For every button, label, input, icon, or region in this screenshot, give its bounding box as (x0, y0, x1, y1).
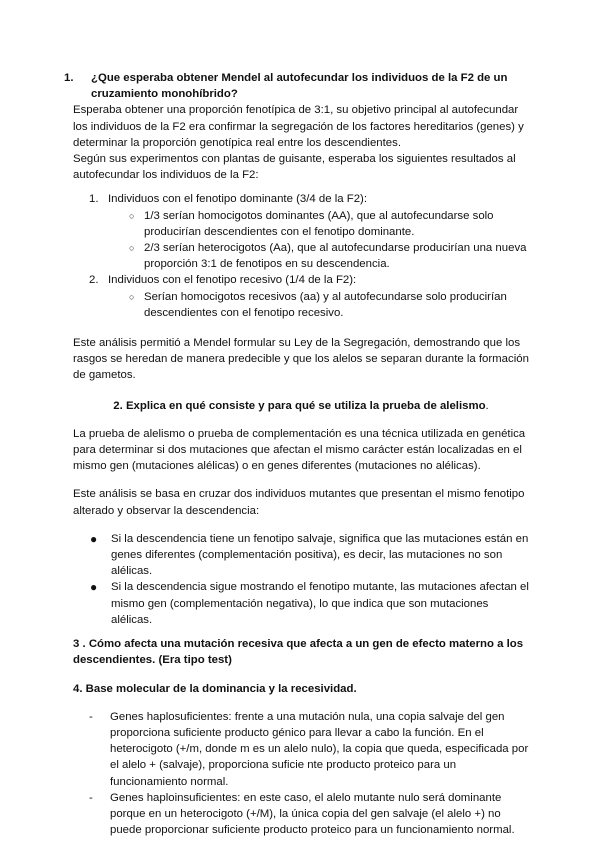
q2-bullet-2 (73, 579, 529, 628)
q1-list-item-1 (73, 191, 529, 207)
q1-paragraph-3: Este análisis permitió a Mendel formular su Ley de la Segregación, demostrando que los rasgos se heredan de manera predecible y que los alelos se separan durante la formación de gametos. (73, 337, 529, 382)
sub-item-text: Serían homocigotos recesivos (aa) y al autofecundarse solo producirían descendientes con el fenotipo recesivo. (144, 290, 507, 319)
question-4-text: 4. Base molecular de la dominancia y la recesividad. (73, 682, 357, 695)
dash-item-text: Genes haplosuficientes: frente a una mutación nula, una copia salvaje del gen proporciona suficiente producto génico para llevar a cabo la función. En el heterocigoto (+/m, donde m es un alelo nulo), la copia que queda, especificada por el alelo + (salvaje), proporciona suficie nte producto proteico para un funcionamiento normal. (110, 710, 529, 788)
q1-sub-item-2 (73, 240, 529, 272)
q2-paragraph-1: La prueba de alelismo o prueba de complementación es una técnica utilizada en genética para determinar si dos mutaciones que afectan el mismo carácter están localizadas en el mismo gen (mutaciones alélicas) o en genes diferentes (mutaciones no alélicas). (73, 427, 526, 473)
document-page (64, 70, 529, 838)
q1-list-item-2 (73, 272, 529, 288)
question-1-heading (49, 70, 529, 102)
q1-paragraph-2: Según sus experimentos con plantas de guisante, esperaba los siguientes resultados al autofecundar los individuos de la F2: (73, 153, 516, 182)
q1-sub-item-3 (73, 289, 529, 321)
circle-bullet-icon: ○ (129, 291, 135, 302)
question-2-heading: 2. Explica en qué consiste y para qué se utiliza la prueba de alelismo. (113, 399, 489, 412)
sub-item-text: 1/3 serían homocigotos dominantes (AA), que al autofecundarse solo producirían descendientes con el fenotipo dominante. (144, 209, 494, 238)
question-4-heading (73, 681, 529, 697)
question-2-text: 2. Explica en qué consiste y para qué se utiliza la prueba de alelismo (113, 399, 486, 412)
dash-bullet-icon: - (89, 710, 93, 723)
question-1-number: 1. (64, 72, 74, 84)
q2-paragraph-2: Este análisis se basa en cruzar dos individuos mutantes que presentan el mismo fenotipo alterado y observar la descendencia: (73, 488, 525, 517)
bullet-icon: ● (90, 580, 98, 595)
sub-item-text: 2/3 serían heterocigotos (Aa), que al autofecundarse producirían una nueva proporción 3:1 de fenotipos en su descendencia. (144, 242, 527, 271)
q2-bullet-1 (73, 531, 529, 580)
question-3-text: 3 . Cómo afecta una mutación recesiva que afecta a un gen de efecto materno a los descendientes. (Era tipo test) (73, 638, 524, 667)
bullet-text: Si la descendencia tiene un fenotipo salvaje, significa que las mutaciones están en genes diferentes (complementación positiva), es decir, las mutaciones no son alélicas. (111, 532, 529, 578)
list-item-text: Individuos con el fenotipo dominante (3/4 de la F2): (108, 193, 367, 206)
dash-item-text: Genes haploinsuficientes: en este caso, el alelo mutante nulo será dominante porque en un heterocigoto (+/M), la única copia del gen salvaje (el alelo +) no puede proporcionar suficiente producto proteico para un funcionamiento normal. (110, 791, 515, 837)
bullet-icon: ● (90, 531, 98, 546)
q4-item-2 (73, 790, 529, 839)
list-number: 1. (89, 193, 99, 206)
circle-bullet-icon: ○ (129, 243, 135, 254)
circle-bullet-icon: ○ (129, 210, 135, 221)
dash-bullet-icon: - (89, 791, 93, 804)
q4-item-1 (73, 709, 529, 790)
list-number: 2. (89, 274, 99, 287)
list-item-text: Individuos con el fenotipo recesivo (1/4 de la F2): (108, 274, 357, 287)
question-3-heading (73, 636, 529, 668)
question-1-text: ¿Que esperaba obtener Mendel al autofecundar los individuos de la F2 de un cruzamiento monohíbrido? (91, 72, 508, 101)
q1-paragraph-1: Esperaba obtener una proporción fenotípica de 3:1, su objetivo principal al autofecundar los individuos de la F2 era confirmar la segregación de los factores hereditarios (genes) y determinar la proporción genotípica real entre los descendientes. (73, 104, 524, 149)
bullet-text: Si la descendencia sigue mostrando el fenotipo mutante, las mutaciones afectan el mismo gen (complementación negativa), lo que indica que son mutaciones alélicas. (111, 581, 529, 626)
q1-sub-item-1 (73, 208, 529, 240)
